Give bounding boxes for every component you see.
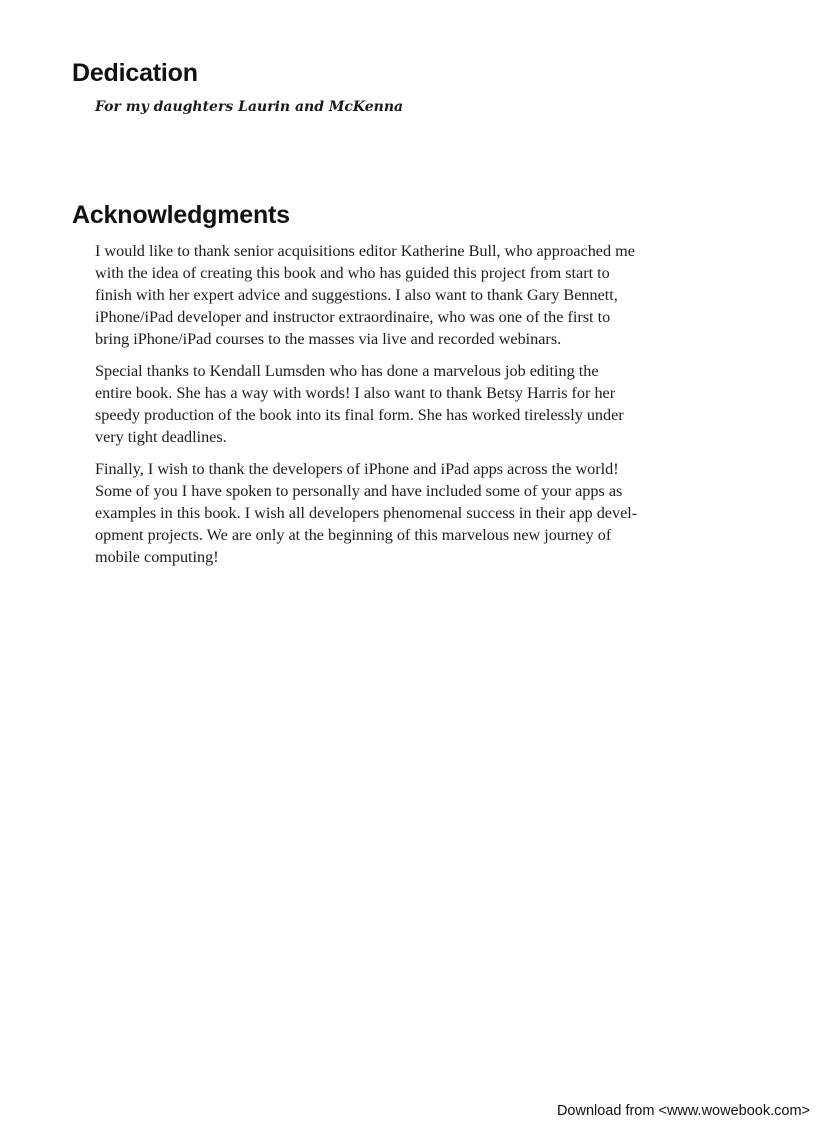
paragraph-line: Finally, I wish to thank the developers of iPhone and iPad apps across the world!: [95, 460, 619, 478]
paragraph-line: bring iPhone/iPad courses to the masses via live and recorded webinars.: [95, 330, 562, 348]
paragraph-line: I would like to thank senior acquisitions editor Katherine Bull, who approached me: [95, 242, 635, 260]
acknowledgments-paragraph-1: [95, 240, 747, 350]
paragraph-line: very tight deadlines.: [95, 428, 227, 446]
acknowledgments-paragraph-3: [95, 458, 747, 568]
paragraph-line: opment projects. We are only at the beginning of this marvelous new journey of: [95, 526, 612, 544]
paragraph-line: entire book. She has a way with words! I also want to thank Betsy Harris for her: [95, 384, 616, 402]
paragraph-line: examples in this book. I wish all developers phenomenal success in their app devel-: [95, 504, 638, 522]
paragraph-line: mobile computing!: [95, 548, 219, 566]
dedication-heading: Dedication: [72, 59, 198, 87]
paragraph-line: finish with her expert advice and suggestions. I also want to thank Gary Bennett,: [95, 286, 618, 304]
download-footer: Download from <www.wowebook.com>: [556, 1103, 810, 1119]
paragraph-line: Some of you I have spoken to personally and have included some of your apps as: [95, 482, 623, 500]
paragraph-line: with the idea of creating this book and who has guided this project from start to: [95, 264, 610, 282]
dedication-text: For my daughters Laurin and McKenna: [95, 99, 404, 115]
acknowledgments-heading: Acknowledgments: [72, 201, 290, 229]
acknowledgments-paragraph-2: [95, 360, 747, 448]
paragraph-line: Special thanks to Kendall Lumsden who has done a marvelous job editing the: [95, 362, 599, 380]
paragraph-line: iPhone/iPad developer and instructor extraordinaire, who was one of the first to: [95, 308, 611, 326]
paragraph-line: speedy production of the book into its final form. She has worked tirelessly under: [95, 406, 624, 424]
